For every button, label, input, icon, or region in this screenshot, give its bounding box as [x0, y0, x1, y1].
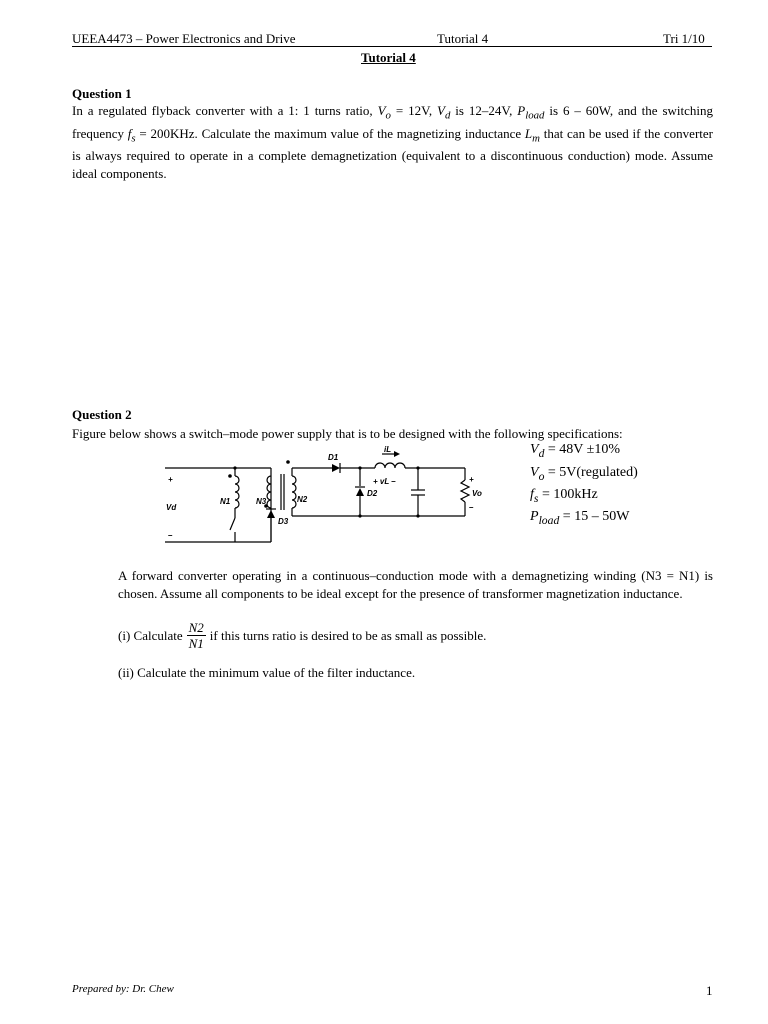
header-course: UEEA4473 – Power Electronics and Drive: [72, 31, 296, 46]
q1-text: In a regulated flyback converter with a 1: 1 turns ratio, $V_o = 12V$, $V_d$ is 12–24V, $P_{load}$ is 6 – 60W, and the switching frequency $f_s = 200KHz$. Calculate the maximum value of the magnetizing inductance $L_m$ that can be used if the converter is always required to operate in a complete demagnetization (equivalent to a discontinuous conduction) mode. Assume ideal components.: [72, 103, 714, 182]
circuit-minus-in: –: [168, 531, 173, 540]
header-rule: [72, 46, 712, 47]
circuit-label-vl: + vL –: [373, 477, 396, 486]
page-number: 1: [706, 983, 713, 998]
circuit-label-d3: D3: [278, 517, 289, 526]
circuit-plus-out: +: [469, 475, 474, 484]
q2-heading: Question 2: [72, 407, 132, 422]
circuit-label-d1: D1: [328, 453, 339, 462]
circuit-label-n2: N2: [297, 495, 308, 504]
footer-prepared-by: Prepared by: Dr. Chew: [72, 983, 174, 995]
header-tutorial: Tutorial 4: [437, 31, 489, 46]
q2-part-i: (i) Calculate $\frac{N2}{N1}$ if this turns ratio is desired to be as small as possible.: [118, 620, 487, 651]
q2-intro: Figure below shows a switch–mode power supply that is to be designed with the following specifications:: [72, 426, 623, 441]
circuit-plus-in: +: [168, 475, 173, 484]
spec-vo: $V_o$ = 5V(regulated): [530, 465, 638, 483]
page-title: Tutorial 4: [361, 50, 416, 65]
circuit-label-vo: Vo: [472, 489, 482, 498]
circuit-label-n1: N1: [220, 497, 231, 506]
circuit-label-vd: Vd: [166, 503, 177, 512]
circuit-label-il: iL: [384, 446, 392, 454]
circuit-minus-out: –: [469, 503, 474, 512]
circuit-label-d2: D2: [367, 489, 378, 498]
header-term: Tri 1/10: [663, 31, 705, 46]
q2-body: A forward converter operating in a continuous–conduction mode with a demagnetizing winding (N3 = N1) is chosen. Assume all components to be ideal except for the presence of transformer magnetization inductance.: [118, 568, 713, 601]
spec-vd: $V_d = 48V \pm 10\%$: [530, 442, 620, 460]
spec-fs: $f_s = 100kHz$: [530, 487, 598, 505]
spec-pload: $P_{load} = 15 - 50W$: [530, 509, 630, 527]
q2-part-ii: (ii) Calculate the minimum value of the filter inductance.: [118, 665, 416, 680]
turns-ratio-fraction: $\frac{N2}{N1}$: [188, 620, 204, 651]
q1-heading: Question 1: [72, 86, 132, 101]
forward-converter-circuit: [160, 446, 490, 550]
circuit-label-n3: N3: [256, 497, 267, 506]
